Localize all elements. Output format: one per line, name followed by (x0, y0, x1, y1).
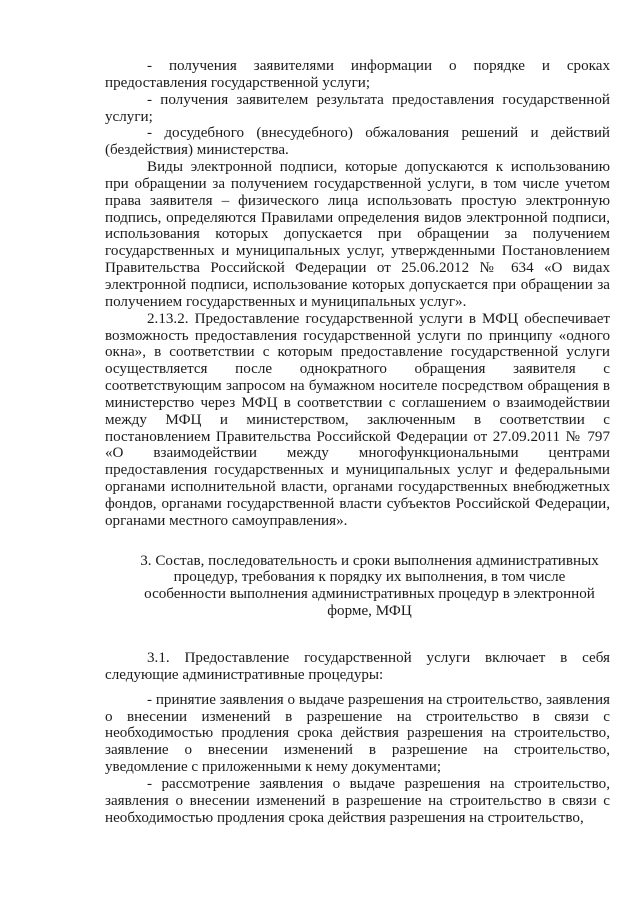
paragraph-3-1: 3.1. Предоставление государственной услуги включает в себя следующие административные процедуры: (105, 650, 610, 683)
spacer (105, 684, 610, 692)
paragraph-bullet-review: - рассмотрение заявления о выдаче разрешения на строительство, заявления о внесении изменений в разрешение на строительство в связи с необходимостью продления срока действия разрешения на строительство, (105, 775, 610, 826)
paragraph-electronic-signature: Виды электронной подписи, которые допускаются к использованию при обращении за получением государственной услуги, в том числе учетом права заявителя – физического лица использовать простую электронную подпись, определяются Правилами определения видов электронной подписи, использования которых допускается при обращении за получением государственных и муниципальных услуг, утвержденными Постановлением Правительства Российской Федерации от 25.06.2012 № 634 «О видах электронной подписи, использование которых допускается при обращении за получением государственных и муниципальных услуг». (105, 159, 610, 310)
paragraph-bullet-result: - получения заявителем результата предоставления государственной услуги; (105, 91, 610, 125)
spacer (105, 620, 610, 650)
paragraph-2-13-2: 2.13.2. Предоставление государственной услуги в МФЦ обеспечивает возможность предоставления государственной услуги по принципу «одного окна», в соответствии с которым предоставление государственной услуги осуществляется после однократного обращения заявителя с соответствующим запросом на бумажном носителе посредством обращения в министерство через МФЦ в соответствии с соглашением о взаимодействии между МФЦ и министерством, заключенным в соответствии с постановлением Правительства Российской Федерации от 27.09.2011 № 797 «О взаимодействии между многофункциональными центрами предоставления государственных и муниципальных услуг и федеральными органами исполнительной власти, органами государственных внебюджетных фондов, органами государственной власти субъектов Российской Федерации, органами местного самоуправления». (105, 310, 610, 529)
spacer (105, 530, 610, 553)
section-heading: 3. Состав, последовательность и сроки выполнения административных процедур, требования к порядку их выполнения, в том числе особенности выполнения административных процедур в электронной форме, МФЦ (140, 552, 599, 620)
paragraph-bullet-acceptance: - принятие заявления о выдаче разрешения на строительство, заявления о внесении изменений в разрешение на строительство в связи с необходимостью продления срока действия разрешения на строительство, заявление о внесении изменений в разрешение на строительство, уведомление с приложенными к нему документами; (105, 691, 610, 776)
document-page (105, 58, 610, 826)
paragraph-bullet-info: - получения заявителями информации о порядке и сроках предоставления государственной услуги; (105, 58, 610, 91)
paragraph-bullet-appeal: - досудебного (внесудебного) обжалования решений и действий (бездействия) министерства. (105, 125, 610, 159)
